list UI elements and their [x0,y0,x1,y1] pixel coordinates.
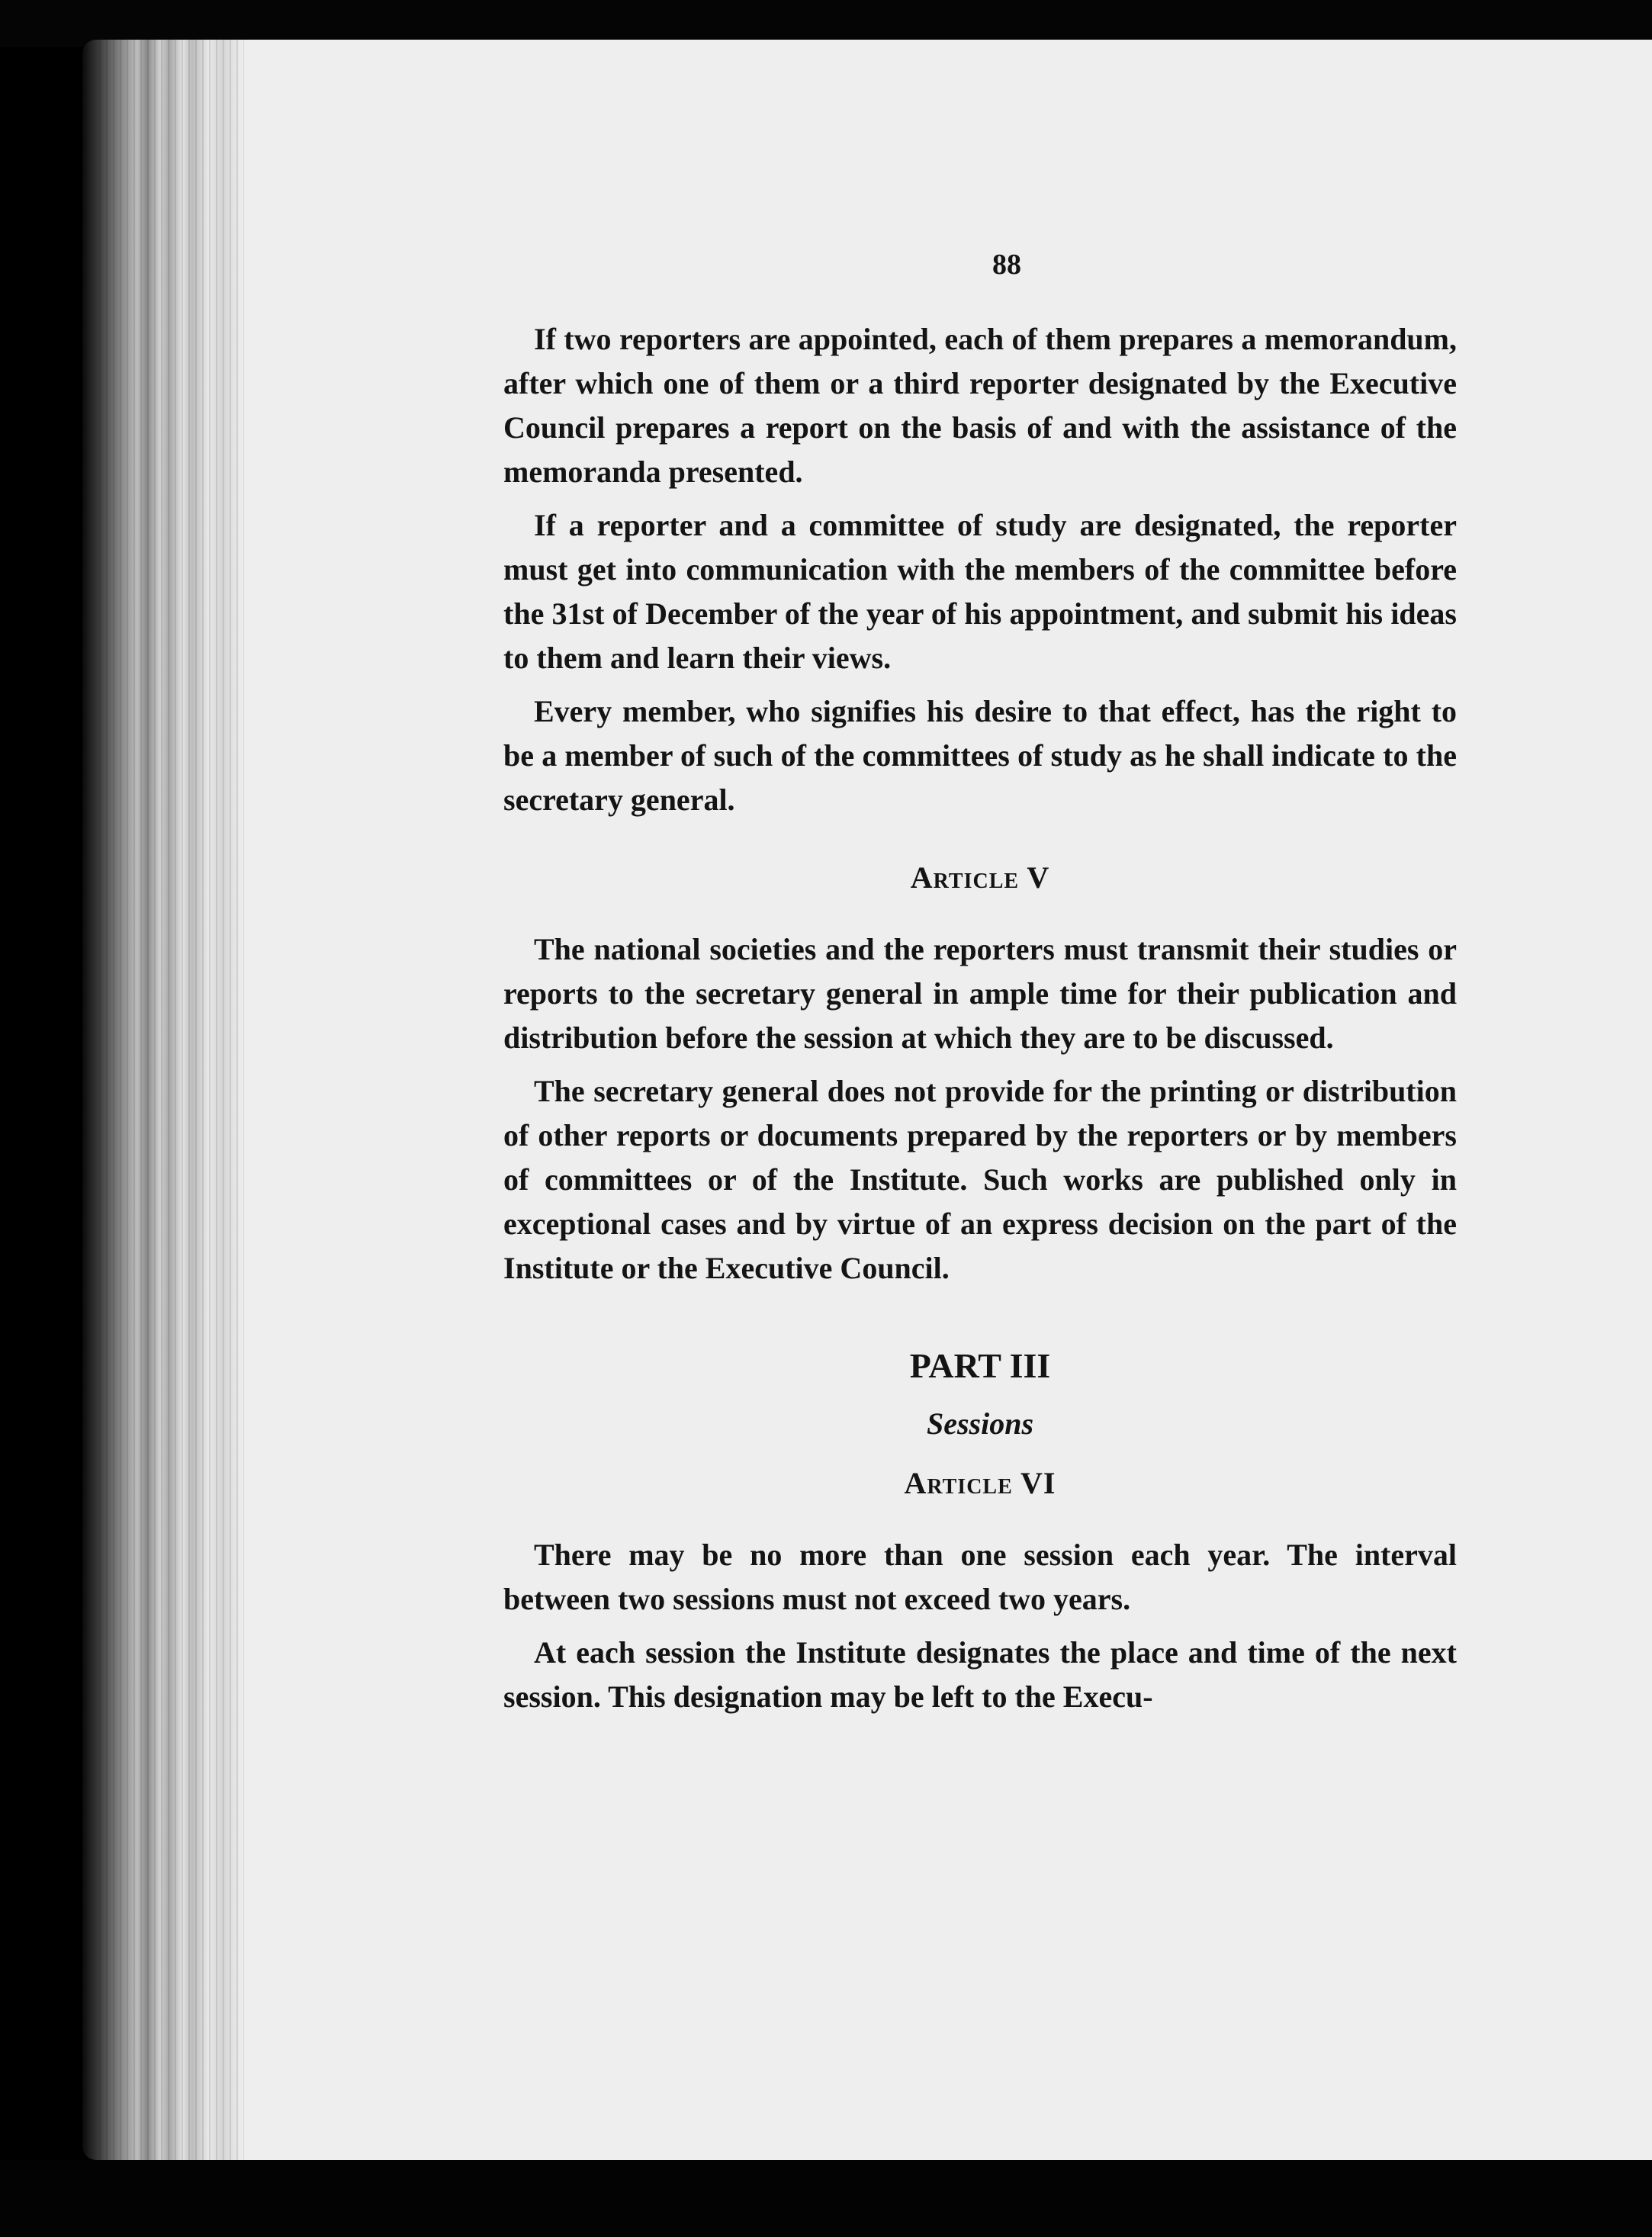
paragraph-next-session: At each session the Institute designates the place and time of the next session. This designation may be left to the Execu- [503,1635,1457,1714]
scan-bottom-border [0,2160,1652,2237]
paragraph-session-frequency: There may be no more than one session each year. The interval between two sessions must not exceed two years. [503,1538,1457,1616]
paragraph-two-reporters: If two reporters are appointed, each of them prepares a memorandum, after which one of them or a third reporter designated by the Executive Council prepares a report on the basis of and with the assistance of the memoranda presented. [503,322,1457,489]
paragraph-national-societies: The national societies and the reporters must transmit their studies or reports to the secretary general in ample time for their publication and distribution before the session at which they are to be discussed. [503,932,1457,1055]
sessions-subheading: Sessions [926,1406,1034,1441]
paragraph-reporter-committee: If a reporter and a committee of study are designated, the reporter must get into communication with the members of the committee before the 31st of December of the year of his appointment, and submit his ideas to them and learn their views. [503,508,1457,675]
page-edge-streaks [99,40,244,2160]
paragraph-member-right: Every member, who signifies his desire to that effect, has the right to be a member of such of the committees of study as he shall indicate to the secretary general. [503,694,1457,817]
article-vi-heading: Article VI [904,1466,1056,1500]
article-v-heading: Article V [910,860,1050,895]
part-iii-heading: PART III [909,1346,1051,1385]
paragraph-printing-distribution: The secretary general does not provide for the printing or distribution of other reports or documents prepared by the reporters or by members of committees or of the Institute. Such works are published only in exceptional cases and by virtue of an express decision on the part of the Institute or the Executive Council. [503,1074,1457,1285]
page-content [503,243,1457,1728]
page-number: 88 [992,249,1021,281]
